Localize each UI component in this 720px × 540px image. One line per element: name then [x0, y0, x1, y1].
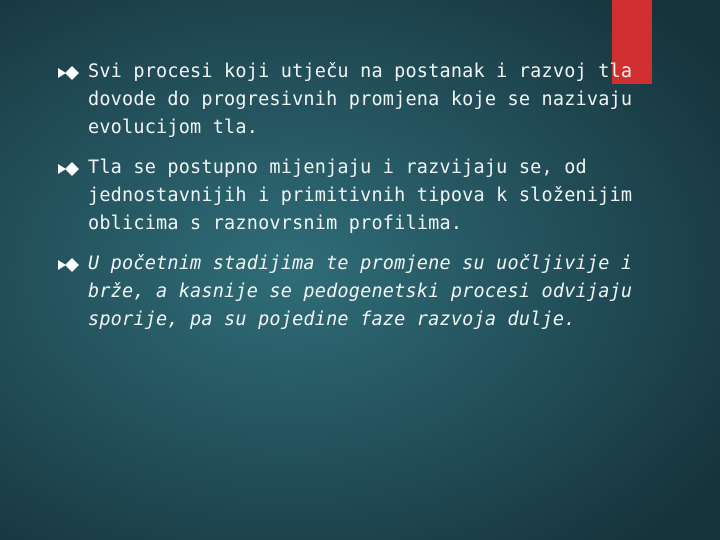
bullet-text: Svi procesi koji utječu na postanak i razvoj tla dovode do progresivnih promjena koje se nazivaju evolucijom tla. [88, 61, 633, 138]
arrow-diamond-icon [58, 65, 80, 81]
bullet-item-3 [56, 250, 676, 334]
arrow-diamond-icon [58, 161, 80, 177]
bullet-item-1 [56, 58, 676, 142]
slide-content [56, 58, 676, 346]
arrow-diamond-icon [58, 257, 80, 273]
bullet-text: U početnim stadijima te promjene su uočljivije i brže, a kasnije se pedogenetski procesi odvijaju sporije, pa su pojedine faze razvoja dulje. [88, 253, 633, 330]
bullet-text: Tla se postupno mijenjaju i razvijaju se, od jednostavnijih i primitivnih tipova k složenijim oblicima s raznovrsnim profilima. [88, 157, 633, 234]
bullet-item-2 [56, 154, 676, 238]
